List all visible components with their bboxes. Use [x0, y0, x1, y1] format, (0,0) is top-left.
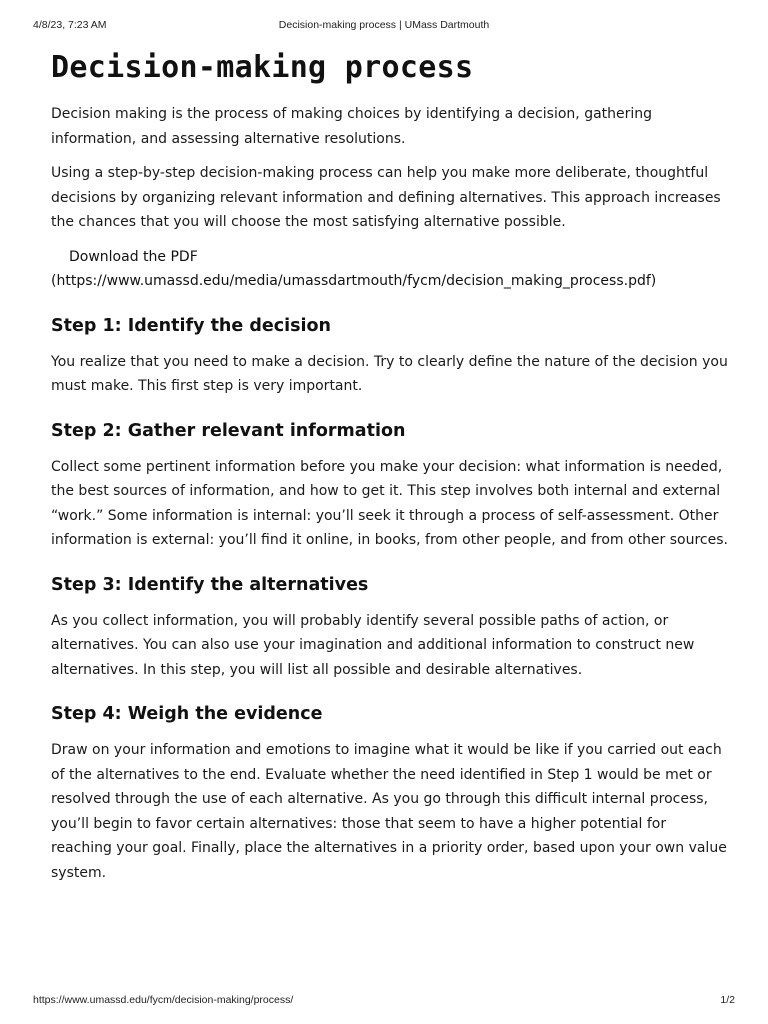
page-title: Decision-making process: [51, 50, 474, 85]
step-3-section: [51, 572, 731, 683]
download-pdf-label: Download the PDF: [69, 248, 198, 265]
print-page-title: Decision-making process | UMass Dartmouth: [278, 19, 490, 31]
step-4-section: [51, 701, 731, 885]
download-pdf-link[interactable]: [51, 245, 731, 294]
article: [51, 48, 731, 904]
step-1-heading: Step 1: Identify the decision: [51, 315, 332, 336]
intro-paragraph-1: Decision making is the process of making choices by identifying a decision, gathering information, and assessing alternative resolutions.: [51, 106, 653, 147]
print-page-number: 1/2: [720, 994, 735, 1006]
step-3-body: As you collect information, you will probably identify several possible paths of action, or alternatives. You can also use your imagination and additional information to construct new alternatives. In this step, you will list all possible and desirable alternatives.: [51, 612, 695, 678]
step-4-body: Draw on your information and emotions to imagine what it would be like if you carried out each of the alternatives to the end. Evaluate whether the need identified in Step 1 would be met or resolved through the use of each alternative. As you go through this difficult internal process, you’ll begin to favor certain alternatives: those that seem to have a higher potential for reaching your goal. Finally, place the alternatives in a priority order, based upon your own value system.: [51, 742, 727, 881]
step-2-section: [51, 418, 731, 553]
step-4-heading: Step 4: Weigh the evidence: [51, 704, 323, 724]
print-date: 4/8/23, 7:23 AM: [33, 19, 107, 31]
print-header: [0, 0, 768, 32]
step-2-heading: Step 2: Gather relevant information: [51, 420, 406, 441]
download-pdf-url: (https://www.umassd.edu/media/umassdartmouth/fycm/decision_making_process.pdf): [51, 273, 657, 289]
step-3-heading: Step 3: Identify the alternatives: [51, 574, 369, 595]
intro-paragraph-2: Using a step-by-step decision-making process can help you make more deliberate, thoughtful decisions by organizing relevant information and defining alternatives. This approach increases the chances that you will choose the most satisfying alternative possible.: [51, 165, 721, 230]
print-url: https://www.umassd.edu/fycm/decision-making/process/: [33, 994, 294, 1006]
step-2-body: Collect some pertinent information before you make your decision: what information is needed, the best sources of information, and how to get it. This step involves both internal and external “work.” Some information is internal: you’ll seek it through a process of self-assessment. Other information is external: you’ll find it online, in books, from other people, and from other sources.: [51, 458, 728, 548]
step-1-body: You realize that you need to make a decision. Try to clearly define the nature of the decision you must make. This first step is very important.: [51, 353, 728, 394]
step-1-section: [51, 313, 731, 399]
